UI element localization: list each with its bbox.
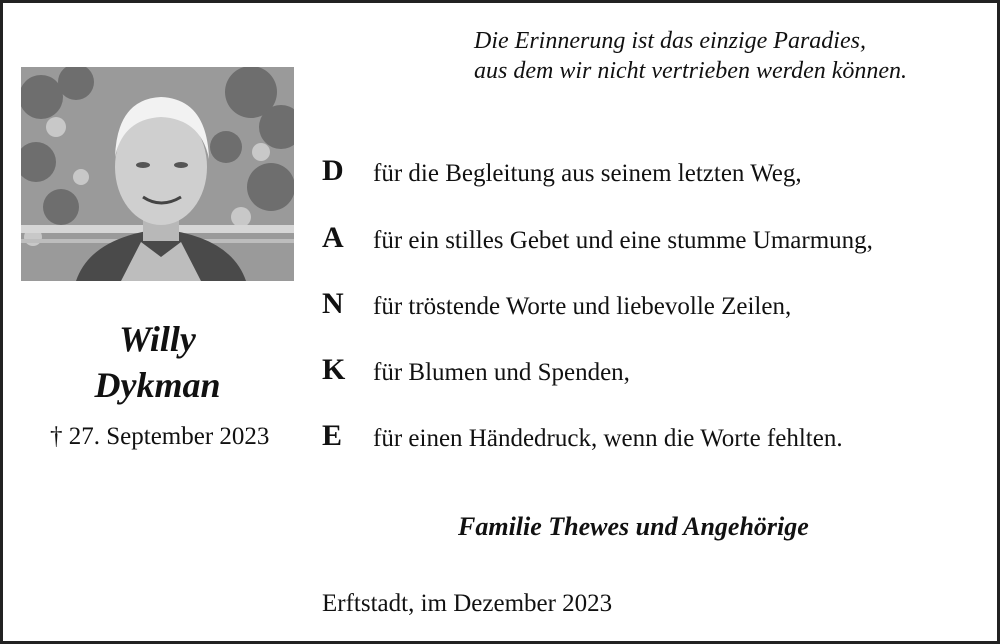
deceased-last-name: Dykman bbox=[94, 365, 221, 405]
quote-line-1: Die Erinnerung ist das einzige Paradies, bbox=[474, 28, 866, 54]
thanks-row bbox=[322, 154, 992, 200]
thanks-row bbox=[322, 419, 992, 465]
portrait-photo bbox=[21, 67, 294, 281]
thanks-text: für die Begleitung aus seinem letzten Weg, bbox=[373, 160, 802, 187]
thanks-row bbox=[322, 353, 992, 399]
thanks-text: für Blumen und Spenden, bbox=[373, 359, 630, 386]
quote-line-2: aus dem wir nicht vertrieben werden können. bbox=[474, 58, 908, 84]
acrostic-letter: E bbox=[322, 419, 343, 452]
thanks-text: für ein stilles Gebet und eine stumme Umarmung, bbox=[373, 227, 873, 254]
deceased-first-name: Willy bbox=[119, 319, 196, 359]
thanks-row bbox=[322, 221, 992, 267]
thanks-row bbox=[322, 287, 992, 333]
thanks-text: für tröstende Worte und liebevolle Zeilen, bbox=[373, 293, 792, 320]
acrostic-letter: D bbox=[322, 154, 344, 187]
acrostic-letter: N bbox=[322, 287, 344, 320]
acrostic-letter: K bbox=[322, 353, 346, 386]
death-date: † 27. September 2023 bbox=[50, 423, 270, 450]
memorial-quote bbox=[474, 26, 907, 86]
family-signature: Familie Thewes und Angehörige bbox=[458, 512, 809, 541]
thanks-text: für einen Händedruck, wenn die Worte fehlten. bbox=[373, 425, 843, 452]
place-date: Erftstadt, im Dezember 2023 bbox=[322, 590, 613, 617]
acrostic-letter: A bbox=[322, 221, 344, 254]
